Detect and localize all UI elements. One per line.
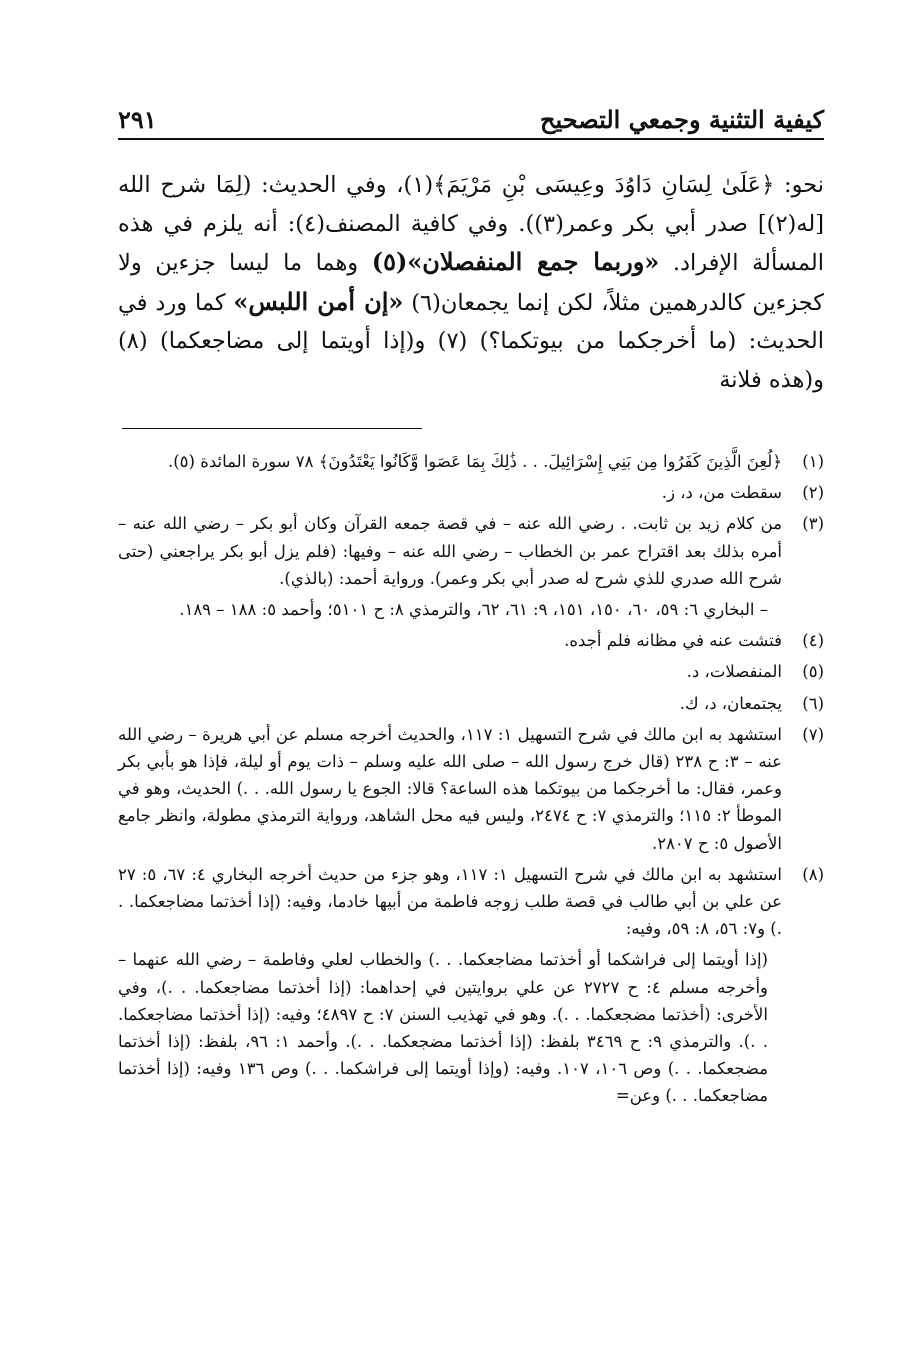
footnote-text: ﴿لُعِنَ الَّذِينَ كَفَرُوا مِن بَنِي إِسْرَائِيلَ. . . ذَٰلِكَ بِمَا عَصَوا وَّكَانُوا يَعْتَدُونَ﴾ ٧٨ سورة المائدة (٥).: [167, 452, 782, 471]
footnote-number: (١): [802, 452, 824, 471]
footnote-body: [118, 721, 782, 857]
footnote-body: [118, 658, 782, 685]
main-paragraph: [118, 166, 824, 399]
footnote-item: [118, 721, 824, 857]
footnote-item: [118, 627, 824, 654]
footnote-body: [118, 510, 782, 623]
footnote-item: [118, 690, 824, 717]
footnote-body: [118, 861, 782, 1110]
footnote-body: [118, 448, 782, 475]
footnote-body: [118, 690, 782, 717]
page-header: [118, 98, 824, 140]
footnote-item: [118, 658, 824, 685]
footnote-body: [118, 627, 782, 654]
footnote-item: [118, 448, 824, 475]
footnote-text: (إذا أويتما إلى فراشكما أو أخذتما مضاجعكما. . .) والخطاب لعلي وفاطمة – رضي الله عنهما – وأخرجه مسلم ٤: ح ٢٧٢٧ عن علي بروايتين في إحداهما: (إذا أخذتما مضاجعكما. . .)، وفي الأخرى: (أخذتما مضجعكما. . .). وهو في تهذيب السنن ٧: ح ٤٨٩٧؛ وفيه: (إذا أخذتما مضاجعكما. . .). والترمذي ٩: ح ٣٤٦٩ بلفظ: (إذا أخذتما مضجعكما. . .). وأحمد ١: ٩٦، بلفظ: (إذا أخذتما مضجعكما. . .) وص ١٠٦، ١٠٧. وفيه: (وإذا أويتما إلى فراشكما. . .) وص ١٣٦ وفيه: (إذا أخذتما مضاجعكما. . .) وعن=: [118, 950, 768, 1106]
footnote-text: من كلام زيد بن ثابت. . رضي الله عنه – في قصة جمعه القرآن وكان أبو بكر – رضي الله عنه – أمره بذلك بعد اقتراح عمر بن الخطاب – رضي الله عنه – وفيها: (فلم يزل أبو بكر يراجعني (حتى شرح الله صدري للذي شرح له صدر أبي بكر وعمر). ورواية أحمد: (بالذي).: [118, 514, 782, 588]
matn-quote: «إن أمن اللبس»: [233, 286, 404, 316]
footnote-item: [118, 479, 824, 506]
main-text-segment: كما ورد في الحديث: (ما أخرجكما من بيوتكما؟) (٧) و(إذا أويتما إلى مضاجعكما) (٨) و(هذه فلانة: [118, 289, 824, 393]
footnote-number: (٦): [802, 693, 824, 713]
footnote-item: [118, 510, 824, 623]
footnote-text: – البخاري ٦: ٥٩، ٦٠، ١٥٠، ١٥١، ٩: ٦١، ٦٢، والترمذي ٨: ح ٥١٠١؛ وأحمد ٥: ١٨٨ – ١٨٩.: [179, 600, 768, 620]
footnote-body: [118, 479, 782, 506]
footnote-divider: [122, 428, 422, 429]
running-title: كيفية التثنية وجمعي التصحيح: [540, 105, 824, 134]
footnote-number: (٧): [802, 724, 824, 744]
matn-quote: «وربما جمع المنفصلان»(٥): [371, 247, 660, 276]
footnote-item: [118, 861, 824, 1110]
main-text-segment: وهما ما ليسا جزءين ولا كجزءين كالدرهمين مثلاً، لكن إنما يجمعان(٦): [118, 250, 825, 316]
footnotes: [118, 448, 824, 1114]
footnote-number: (٨): [802, 864, 824, 884]
page-number: ٢٩١: [118, 105, 157, 134]
main-text: [118, 166, 824, 399]
footnote-number: (٣): [802, 514, 824, 534]
footnote-text: استشهد به ابن مالك في شرح التسهيل ١: ١١٧، والحديث أخرجه مسلم عن أبي هريرة – رضي الله عنه – ٣: ح ٢٣٨ (قال خرج رسول الله – صلى الله عليه وسلم – ذات يوم أو ليلة، فإذا هو بأبي بكر وعمر، فقال: ما أخرجكما من بيوتكما هذه الساعة؟ قالا: الجوع يا رسول الله. . .) الحديث، وهو في الموطأ ٢: ١١٥؛ والترمذي ٧: ح ٢٤٧٤، وليس فيه محل الشاهد، ورواية الترمذي مطولة، وانظر جامع الأصول ٥: ح ٢٨٠٧.: [118, 724, 783, 853]
footnote-text: المنفصلات، د.: [686, 662, 782, 682]
main-text-segment: نحو: ﴿عَلَىٰ لِسَانِ دَاوُدَ وعِيسَى بْنِ مَرْيَمَ﴾(١)، وفي الحديث: (لِمَا شرح الله [له(٢)] صدر أبي بكر وعمر(٣)). وفي كافية المصنف(٤): أنه يلزم في هذه المسألة الإفراد.: [118, 172, 825, 276]
footnote-number: (٢): [802, 483, 824, 503]
footnote-text: استشهد به ابن مالك في شرح التسهيل ١: ١١٧، وهو جزء من حديث أخرجه البخاري ٤: ٦٧، ٥: ٢٧ عن علي بن أبي طالب في قصة طلب زوجه فاطمة من أبيها خادما، وفيه: (إذا أخذتما مضاجعكما. . .) و٧: ٥٦، ٨: ٥٩، وفيه:: [118, 864, 782, 939]
footnote-text: فتشت عنه في مظانه فلم أجده.: [564, 631, 782, 651]
footnote-text: يجتمعان، د، ك.: [679, 693, 782, 713]
footnote-text: سقطت من، د، ز.: [661, 483, 782, 503]
footnote-number: (٥): [802, 662, 824, 682]
footnote-number: (٤): [802, 631, 824, 651]
